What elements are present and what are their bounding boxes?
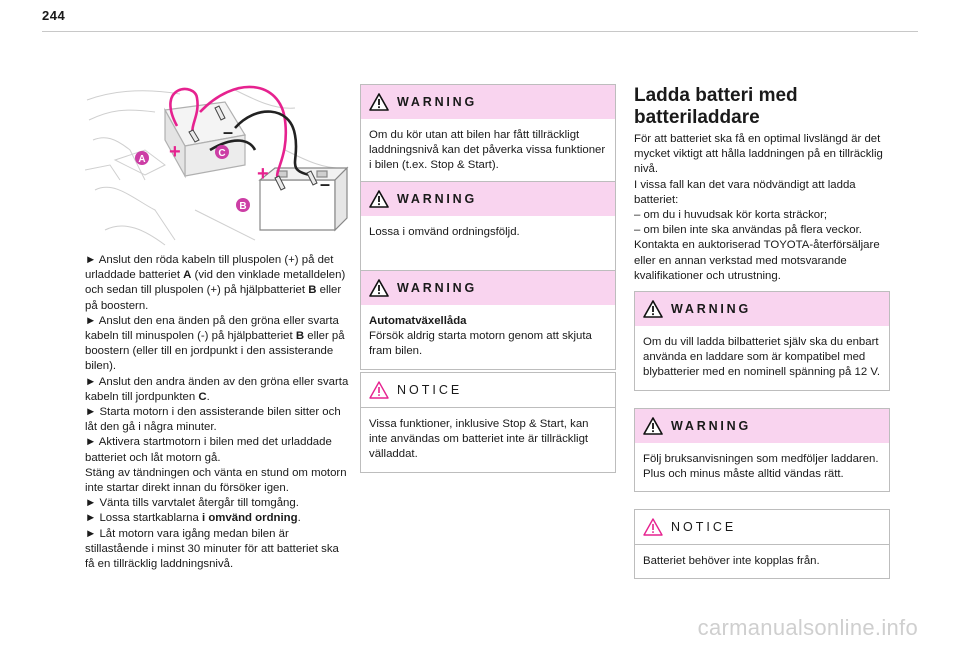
watermark: carmanualsonline.info: [697, 615, 918, 640]
column-2: [360, 80, 616, 480]
intro-paragraph: Kontakta en auktoriserad TOYOTA-återförsäljare eller en annan verkstad med motsvarande kvalifikationer och utrustning.: [634, 239, 880, 282]
notice-title: NOTICE: [397, 383, 463, 397]
warning-text: Försök aldrig starta motorn genom att skjuta fram bilen.: [369, 330, 592, 358]
label-a-marker: [135, 151, 149, 165]
jump-start-illustration: [85, 80, 350, 248]
warning-title: WARNING: [671, 302, 752, 316]
warning-header: [361, 271, 615, 305]
warning-title: WARNING: [397, 281, 478, 295]
intro-paragraph: För att batteriet ska få en optimal livslängd är det mycket viktigt att hålla laddningen på en tillräcklig nivå.: [634, 133, 883, 176]
warning-header: [361, 85, 615, 119]
step-5: ► Aktivera startmotorn i bilen med det urladdade batteriet och låt motorn gå.: [85, 436, 332, 464]
step-8: ► Låt motorn vara igång medan bilen är stillastående i minst 30 minuter för att batteriet ska få en tillräcklig laddningsnivå.: [85, 527, 339, 571]
label-c-marker: [215, 145, 229, 159]
warning-triangle-icon: [643, 417, 663, 435]
notice-box-1: [360, 372, 616, 473]
intro-list-item: – om bilen inte ska användas på flera veckor.: [634, 224, 862, 237]
jump-start-steps: [85, 253, 350, 572]
warning-text: Om du vill ladda bilbatteriet själv ska du enbart använda en laddare som är kompatibel med blybatterier med en nominell spänning på 12 V.: [643, 336, 881, 379]
notice-triangle-icon: [369, 381, 389, 399]
notice-text: Vissa funktioner, inklusive Stop & Start, kan inte användas om batteriet inte är tillräckligt välladdat.: [369, 418, 589, 461]
section-title: Ladda batteri med batteriladdare: [634, 85, 798, 128]
top-rule: [42, 31, 918, 32]
intro-list-item: – om du i huvudsak kör korta sträckor;: [634, 209, 828, 222]
warning-header: [361, 182, 615, 216]
section-intro: [634, 132, 890, 284]
warning-box-4: [634, 291, 890, 391]
warning-triangle-icon: [643, 300, 663, 318]
notice-header: [635, 510, 889, 545]
warning-subtitle: Automatväxellåda: [369, 315, 467, 327]
minus-sign-b: –: [320, 174, 331, 194]
notice-header: [361, 373, 615, 408]
notice-triangle-icon: [643, 518, 663, 536]
minus-sign-a: –: [223, 122, 234, 142]
warning-body: [635, 443, 889, 491]
notice-box-2: [634, 509, 890, 579]
warning-text: Plus och minus måste alltid vändas rätt.: [643, 468, 844, 481]
step-6: ► Vänta tills varvtalet återgår till tomgång.: [85, 497, 299, 510]
step-3: ► Anslut den andra änden av den gröna eller svarta kabeln till jordpunkten C.: [85, 375, 349, 403]
warning-triangle-icon: [369, 279, 389, 297]
warning-text: Lossa i omvänd ordningsföljd.: [369, 226, 520, 238]
warning-body: [361, 305, 615, 369]
warning-box-3: [360, 270, 616, 370]
label-a: A: [138, 154, 146, 165]
step-4: ► Starta motorn i den assisterande bilen sitter och låt den gå i några minuter.: [85, 406, 341, 434]
step-7: ► Lossa startkablarna i omvänd ordning.: [85, 512, 301, 525]
step-1: ► Anslut den röda kabeln till pluspolen (+) på det urladdade batteriet A (vid den vinklade metalldelen) och sedan till pluspolen (+) på hjälpbatteriet B eller på boostern.: [85, 254, 346, 312]
step-2: ► Anslut den ena änden på den gröna eller svarta kabeln till minuspolen (-) på hjälpbatteriet B eller på boostern (eller till en jordpunkt i den assisterande bilen).: [85, 314, 345, 373]
intro-paragraph: I vissa fall kan det vara nödvändigt att ladda batteriet:: [634, 178, 856, 206]
step-5-note: Stäng av tändningen och vänta en stund om motorn inte startar direkt innan du försöker igen.: [85, 466, 347, 495]
notice-text: Batteriet behöver inte kopplas från.: [643, 555, 820, 567]
warning-header: [635, 292, 889, 326]
warning-header: [635, 409, 889, 443]
warning-title: WARNING: [397, 192, 478, 206]
label-c: C: [218, 148, 226, 159]
page-number: 244: [42, 8, 66, 23]
label-b: B: [239, 201, 247, 212]
label-b-marker: [236, 198, 250, 212]
warning-triangle-icon: [369, 190, 389, 208]
warning-title: WARNING: [397, 95, 478, 109]
warning-triangle-icon: [369, 93, 389, 111]
warning-text: Om du kör utan att bilen har fått tillräckligt laddningsnivå kan det påverka vissa funktioner i bilen (t.ex. Stop & Start).: [369, 129, 606, 172]
warning-text: Följ bruksanvisningen som medföljer laddaren.: [643, 453, 879, 465]
warning-title: WARNING: [671, 419, 752, 433]
plus-sign-b: +: [257, 163, 269, 185]
warning-box-2: [360, 181, 616, 279]
warning-box-1: [360, 84, 616, 184]
warning-box-5: [634, 408, 890, 492]
plus-sign-a: +: [169, 141, 181, 163]
column-3: [634, 80, 890, 580]
notice-title: NOTICE: [671, 520, 737, 534]
